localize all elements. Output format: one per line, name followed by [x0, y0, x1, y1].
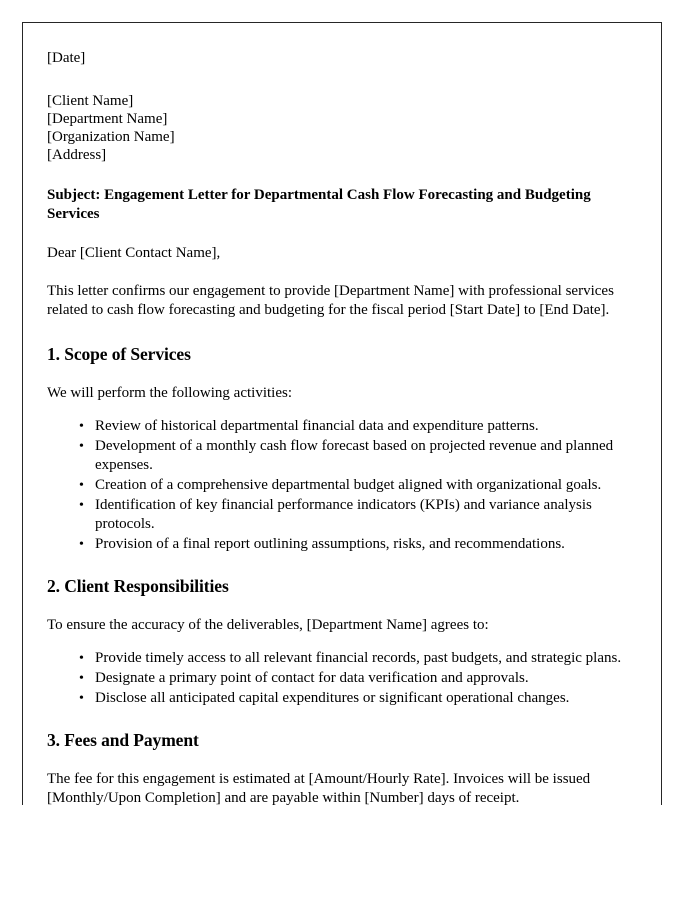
list-item: • Creation of a comprehensive departmental budget aligned with organizational goals.: [95, 476, 633, 495]
salutation: Dear [Client Contact Name],: [47, 245, 221, 261]
list-item: • Provision of a final report outlining assumptions, risks, and recommendations.: [95, 535, 633, 554]
section-fees-and-payment: [47, 730, 633, 808]
section-heading-fees-and-payment: 3. Fees and Payment: [47, 730, 199, 750]
fees-paragraph: The fee for this engagement is estimated at [Amount/Hourly Rate]. Invoices will be issued [Monthly/Upon Completion] and are payable within [Number] days of receipt.: [47, 771, 591, 806]
responsibilities-bullet-list: [47, 649, 633, 708]
section-client-responsibilities: [47, 576, 633, 708]
list-item: • Identification of key financial performance indicators (KPIs) and variance analysis protocols.: [95, 496, 633, 534]
list-item: • Review of historical departmental financial data and expenditure patterns.: [95, 417, 633, 436]
section-heading-client-responsibilities: 2. Client Responsibilities: [47, 576, 229, 596]
subject-line: Subject: Engagement Letter for Departmental Cash Flow Forecasting and Budgeting Services: [47, 187, 591, 222]
list-item: • Development of a monthly cash flow forecast based on projected revenue and planned expenses.: [95, 437, 633, 475]
recipient-department-name: [Department Name]: [47, 111, 168, 127]
responsibilities-lead-in: To ensure the accuracy of the deliverables, [Department Name] agrees to:: [47, 617, 489, 633]
section-heading-scope-of-services: 1. Scope of Services: [47, 344, 191, 364]
recipient-address: [Address]: [47, 147, 107, 163]
section-scope-of-services: [47, 344, 633, 554]
list-item: • Provide timely access to all relevant financial records, past budgets, and strategic plans.: [95, 649, 633, 668]
recipient-organization-name: [Organization Name]: [47, 129, 175, 145]
intro-paragraph: This letter confirms our engagement to provide [Department Name] with professional services related to cash flow forecasting and budgeting for the fiscal period [Start Date] to [End Date].: [47, 283, 614, 318]
list-item: • Designate a primary point of contact for data verification and approvals.: [95, 669, 633, 688]
document-body: [23, 23, 661, 808]
recipient-client-name: [Client Name]: [47, 93, 134, 109]
scope-lead-in: We will perform the following activities:: [47, 385, 292, 401]
date-placeholder: [Date]: [47, 50, 86, 66]
recipient-address-block: [47, 92, 633, 164]
list-item: • Disclose all anticipated capital expenditures or significant operational changes.: [95, 689, 633, 708]
document-page: [22, 22, 662, 805]
scope-bullet-list: [47, 417, 633, 554]
